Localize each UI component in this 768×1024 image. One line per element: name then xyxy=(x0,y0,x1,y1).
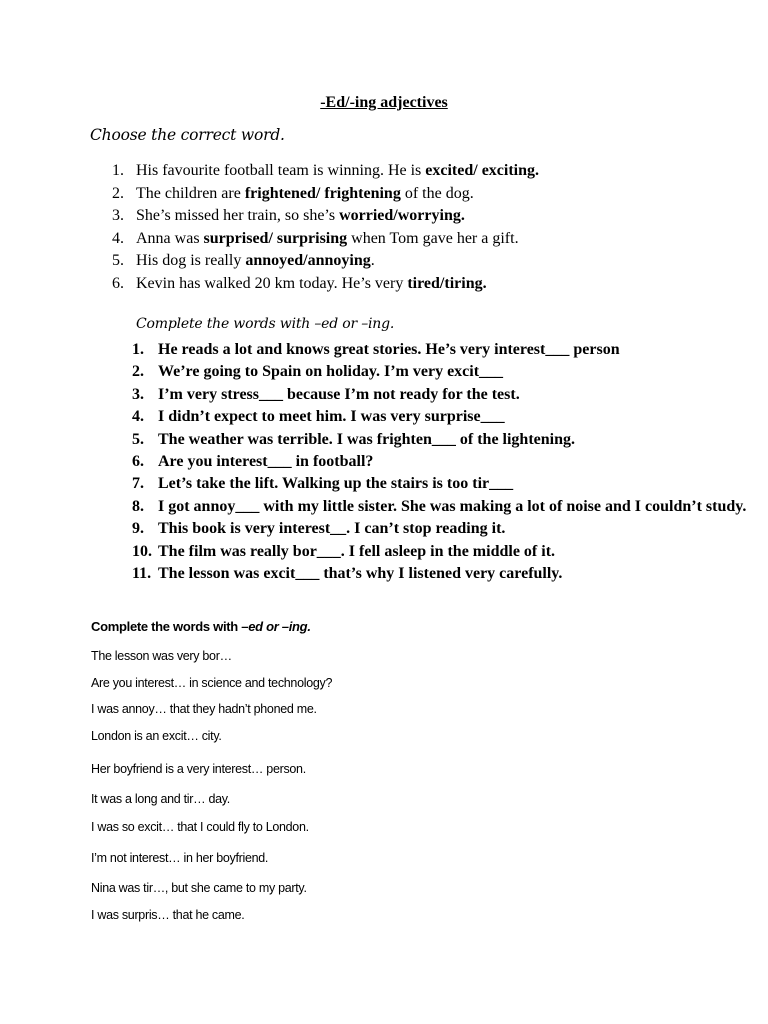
list-item xyxy=(132,384,752,406)
item-number: 4. xyxy=(132,408,144,426)
sentence-line: I was annoy… that they hadn’t phoned me. xyxy=(91,702,317,716)
sentence-line: I was so excit… that I could fly to London. xyxy=(91,820,309,834)
list-item xyxy=(132,339,752,361)
list-item xyxy=(132,451,752,473)
item-text-end: of the dog. xyxy=(400,184,474,202)
item-number: 2. xyxy=(132,363,144,381)
item-text: He reads a lot and knows great stories. He’s very interest___ person xyxy=(158,341,620,358)
item-number: 2. xyxy=(112,184,124,202)
item-choices: excited/ exciting. xyxy=(425,162,540,179)
sentence-line: Her boyfriend is a very interest… person. xyxy=(91,762,306,776)
section2-instruction: Complete the words with –ed or –ing. xyxy=(136,316,395,332)
item-text: The weather was terrible. I was frighten___ of the lightening. xyxy=(158,430,575,448)
worksheet-title: -Ed/-ing adjectives xyxy=(320,94,448,111)
section3-instruction xyxy=(91,619,311,634)
item-text: His favourite football team is winning. He is xyxy=(136,162,426,179)
item-text: Anna was xyxy=(136,229,204,247)
list-item xyxy=(112,228,752,251)
item-number: 10. xyxy=(132,542,152,560)
sentence-line: It was a long and tir… day. xyxy=(91,792,230,806)
item-number: 11. xyxy=(132,565,152,583)
list-item xyxy=(132,473,752,495)
item-number: 6. xyxy=(132,453,144,471)
list-item xyxy=(132,518,752,540)
item-number: 6. xyxy=(112,274,124,292)
section1-list xyxy=(112,160,752,295)
list-item xyxy=(132,429,752,451)
item-text: I’m very stress___ because I’m not ready for the test. xyxy=(158,385,520,403)
item-choices: surprised/ surprising xyxy=(203,229,348,247)
list-item xyxy=(132,541,752,563)
item-text: Kevin has walked 20 km today. He’s very xyxy=(136,274,408,292)
item-text: This book is very interest__. I can’t stop reading it. xyxy=(158,520,506,538)
item-text: Are you interest___ in football? xyxy=(158,453,374,471)
section2-list xyxy=(132,339,752,585)
item-text: The lesson was excit___ that’s why I listened very carefully. xyxy=(158,565,563,583)
sentence-line: I was surpris… that he came. xyxy=(91,908,245,922)
sentence-line: I’m not interest… in her boyfriend. xyxy=(91,851,269,865)
item-text-end: . xyxy=(370,252,375,269)
section1-instruction: Choose the correct word. xyxy=(90,126,285,144)
item-number: 8. xyxy=(132,497,144,515)
list-item xyxy=(132,406,752,428)
list-item xyxy=(132,563,752,585)
item-number: 3. xyxy=(132,385,144,403)
item-number: 4. xyxy=(112,229,124,247)
list-item xyxy=(112,205,752,228)
list-item xyxy=(112,183,752,206)
item-text: Let’s take the lift. Walking up the stairs is too tir___ xyxy=(158,475,514,493)
item-choices: worried/worrying. xyxy=(339,207,465,224)
sentence-line: The lesson was very bor… xyxy=(91,649,232,663)
item-number: 5. xyxy=(112,252,124,269)
list-item xyxy=(132,361,752,383)
item-number: 1. xyxy=(112,162,124,179)
item-number: 1. xyxy=(132,341,144,358)
list-item xyxy=(112,160,752,183)
section3-instruction-text: Complete the words with xyxy=(91,619,242,634)
item-number: 3. xyxy=(112,207,124,224)
item-number: 9. xyxy=(132,520,144,538)
item-text-end: when Tom gave her a gift. xyxy=(347,229,519,247)
item-text: The children are xyxy=(136,184,245,202)
sentence-line: Are you interest… in science and technology? xyxy=(91,676,333,690)
item-choices: tired/tiring. xyxy=(407,274,487,292)
item-choices: frightened/ frightening xyxy=(244,184,401,202)
list-item xyxy=(112,273,752,296)
item-text: She’s missed her train, so she’s xyxy=(136,207,340,224)
list-item xyxy=(112,250,752,273)
item-number: 5. xyxy=(132,430,144,448)
item-text: I got annoy___ with my little sister. She was making a lot of noise and I couldn’t study. xyxy=(158,497,747,515)
item-text: His dog is really xyxy=(136,252,246,269)
sentence-line: Nina was tir…, but she came to my party. xyxy=(91,881,307,895)
section3-instruction-italic: –ed or –ing. xyxy=(241,619,311,634)
item-choices: annoyed/annoying xyxy=(245,252,371,269)
item-text: I didn’t expect to meet him. I was very surprise___ xyxy=(158,408,505,426)
list-item xyxy=(132,496,752,518)
item-text: We’re going to Spain on holiday. I’m very excit___ xyxy=(158,363,504,381)
item-number: 7. xyxy=(132,475,144,493)
item-text: The film was really bor___. I fell asleep in the middle of it. xyxy=(158,542,556,560)
sentence-line: London is an excit… city. xyxy=(91,729,222,743)
